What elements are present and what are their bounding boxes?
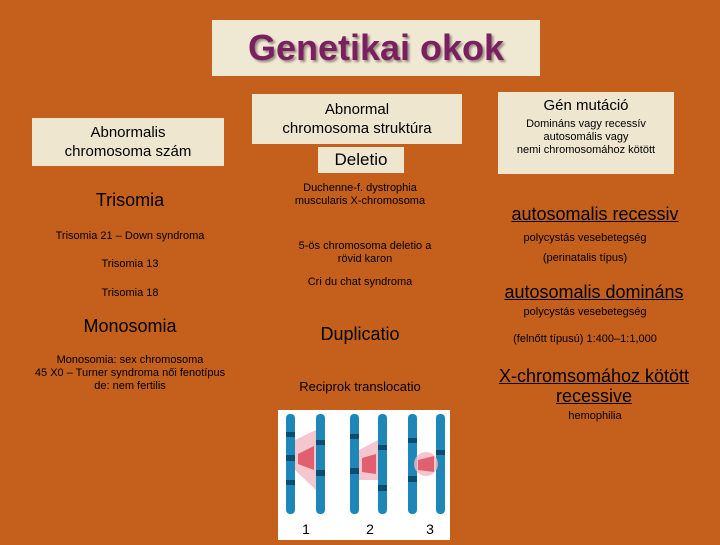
duchenne-line1: Duchenne-f. dystrophia: [303, 182, 417, 194]
five-deletio-line2: rövid karon: [337, 253, 393, 265]
ar-heading: autosomalis recessiv: [511, 204, 679, 224]
ad-line2: (felnőtt típusú) 1:400–1:1,000: [513, 333, 657, 345]
cri-du-chat: Cri du chat syndroma: [307, 276, 413, 288]
col1-header: [32, 118, 224, 166]
col2-header: [252, 94, 462, 144]
monosomia-line1: Monosomia: sex chromosoma: [56, 354, 204, 366]
col2-header-line2: chromosoma struktúra: [282, 120, 432, 137]
trisomia-heading: Trisomia: [95, 190, 165, 210]
trisomia-18: Trisomia 18: [101, 287, 159, 299]
figure-label-3: 3: [426, 521, 434, 537]
col3-header-desc3: nemi chromosomához kötött: [516, 144, 656, 156]
col1-header-line2: chromosoma szám: [64, 143, 192, 160]
col2-header-line1: Abnormal: [324, 101, 390, 118]
trisomia-21: Trisomia 21 – Down syndroma: [55, 230, 205, 242]
col3-header-title: Gén mutáció: [543, 97, 629, 114]
ar-line1: polycystás vesebetegség: [523, 232, 647, 244]
duchenne-line2: muscularis X-chromosoma: [294, 195, 426, 207]
duplicatio-heading: Duplicatio: [320, 324, 400, 344]
col3-header-desc1: Domináns vagy recessív: [526, 118, 646, 130]
monosomia-line3: de: nem fertilis: [94, 380, 166, 392]
title-box: [212, 20, 540, 76]
chromosome-pair-1: [286, 414, 325, 514]
col3-header-desc2: autosomális vagy: [543, 131, 629, 143]
trisomia-13: Trisomia 13: [101, 258, 159, 270]
chromosome-pair-2: [350, 414, 387, 514]
monosomia-line2: 45 X0 – Turner syndroma női fenotípus: [34, 367, 226, 379]
col1-header-line1: Abnormalis: [90, 124, 166, 141]
col3-header: [498, 92, 674, 174]
five-deletio-line1: 5-ös chromosoma deletio a: [298, 240, 432, 252]
figure-label-1: 1: [302, 521, 310, 537]
figure-label-2: 2: [366, 521, 374, 537]
x-line1: hemophilia: [568, 410, 622, 422]
ad-heading: autosomalis domináns: [504, 282, 684, 302]
ad-line1: polycystás vesebetegség: [523, 306, 647, 318]
reciprok-heading: Reciprok translocatio: [299, 379, 421, 394]
monosomia-heading: Monosomia: [83, 316, 177, 336]
deletio-box: [318, 147, 404, 173]
ar-line2: (perinatalis típus): [542, 252, 628, 264]
x-heading-line2: recessive: [555, 386, 633, 406]
page-title: Genetikai okok: [247, 27, 505, 68]
deletio-label: Deletio: [334, 150, 388, 169]
x-heading-line1: X-chromsomához kötött: [498, 366, 690, 386]
chromosome-pair-3: [408, 414, 445, 514]
chromosome-figure: [278, 410, 450, 540]
